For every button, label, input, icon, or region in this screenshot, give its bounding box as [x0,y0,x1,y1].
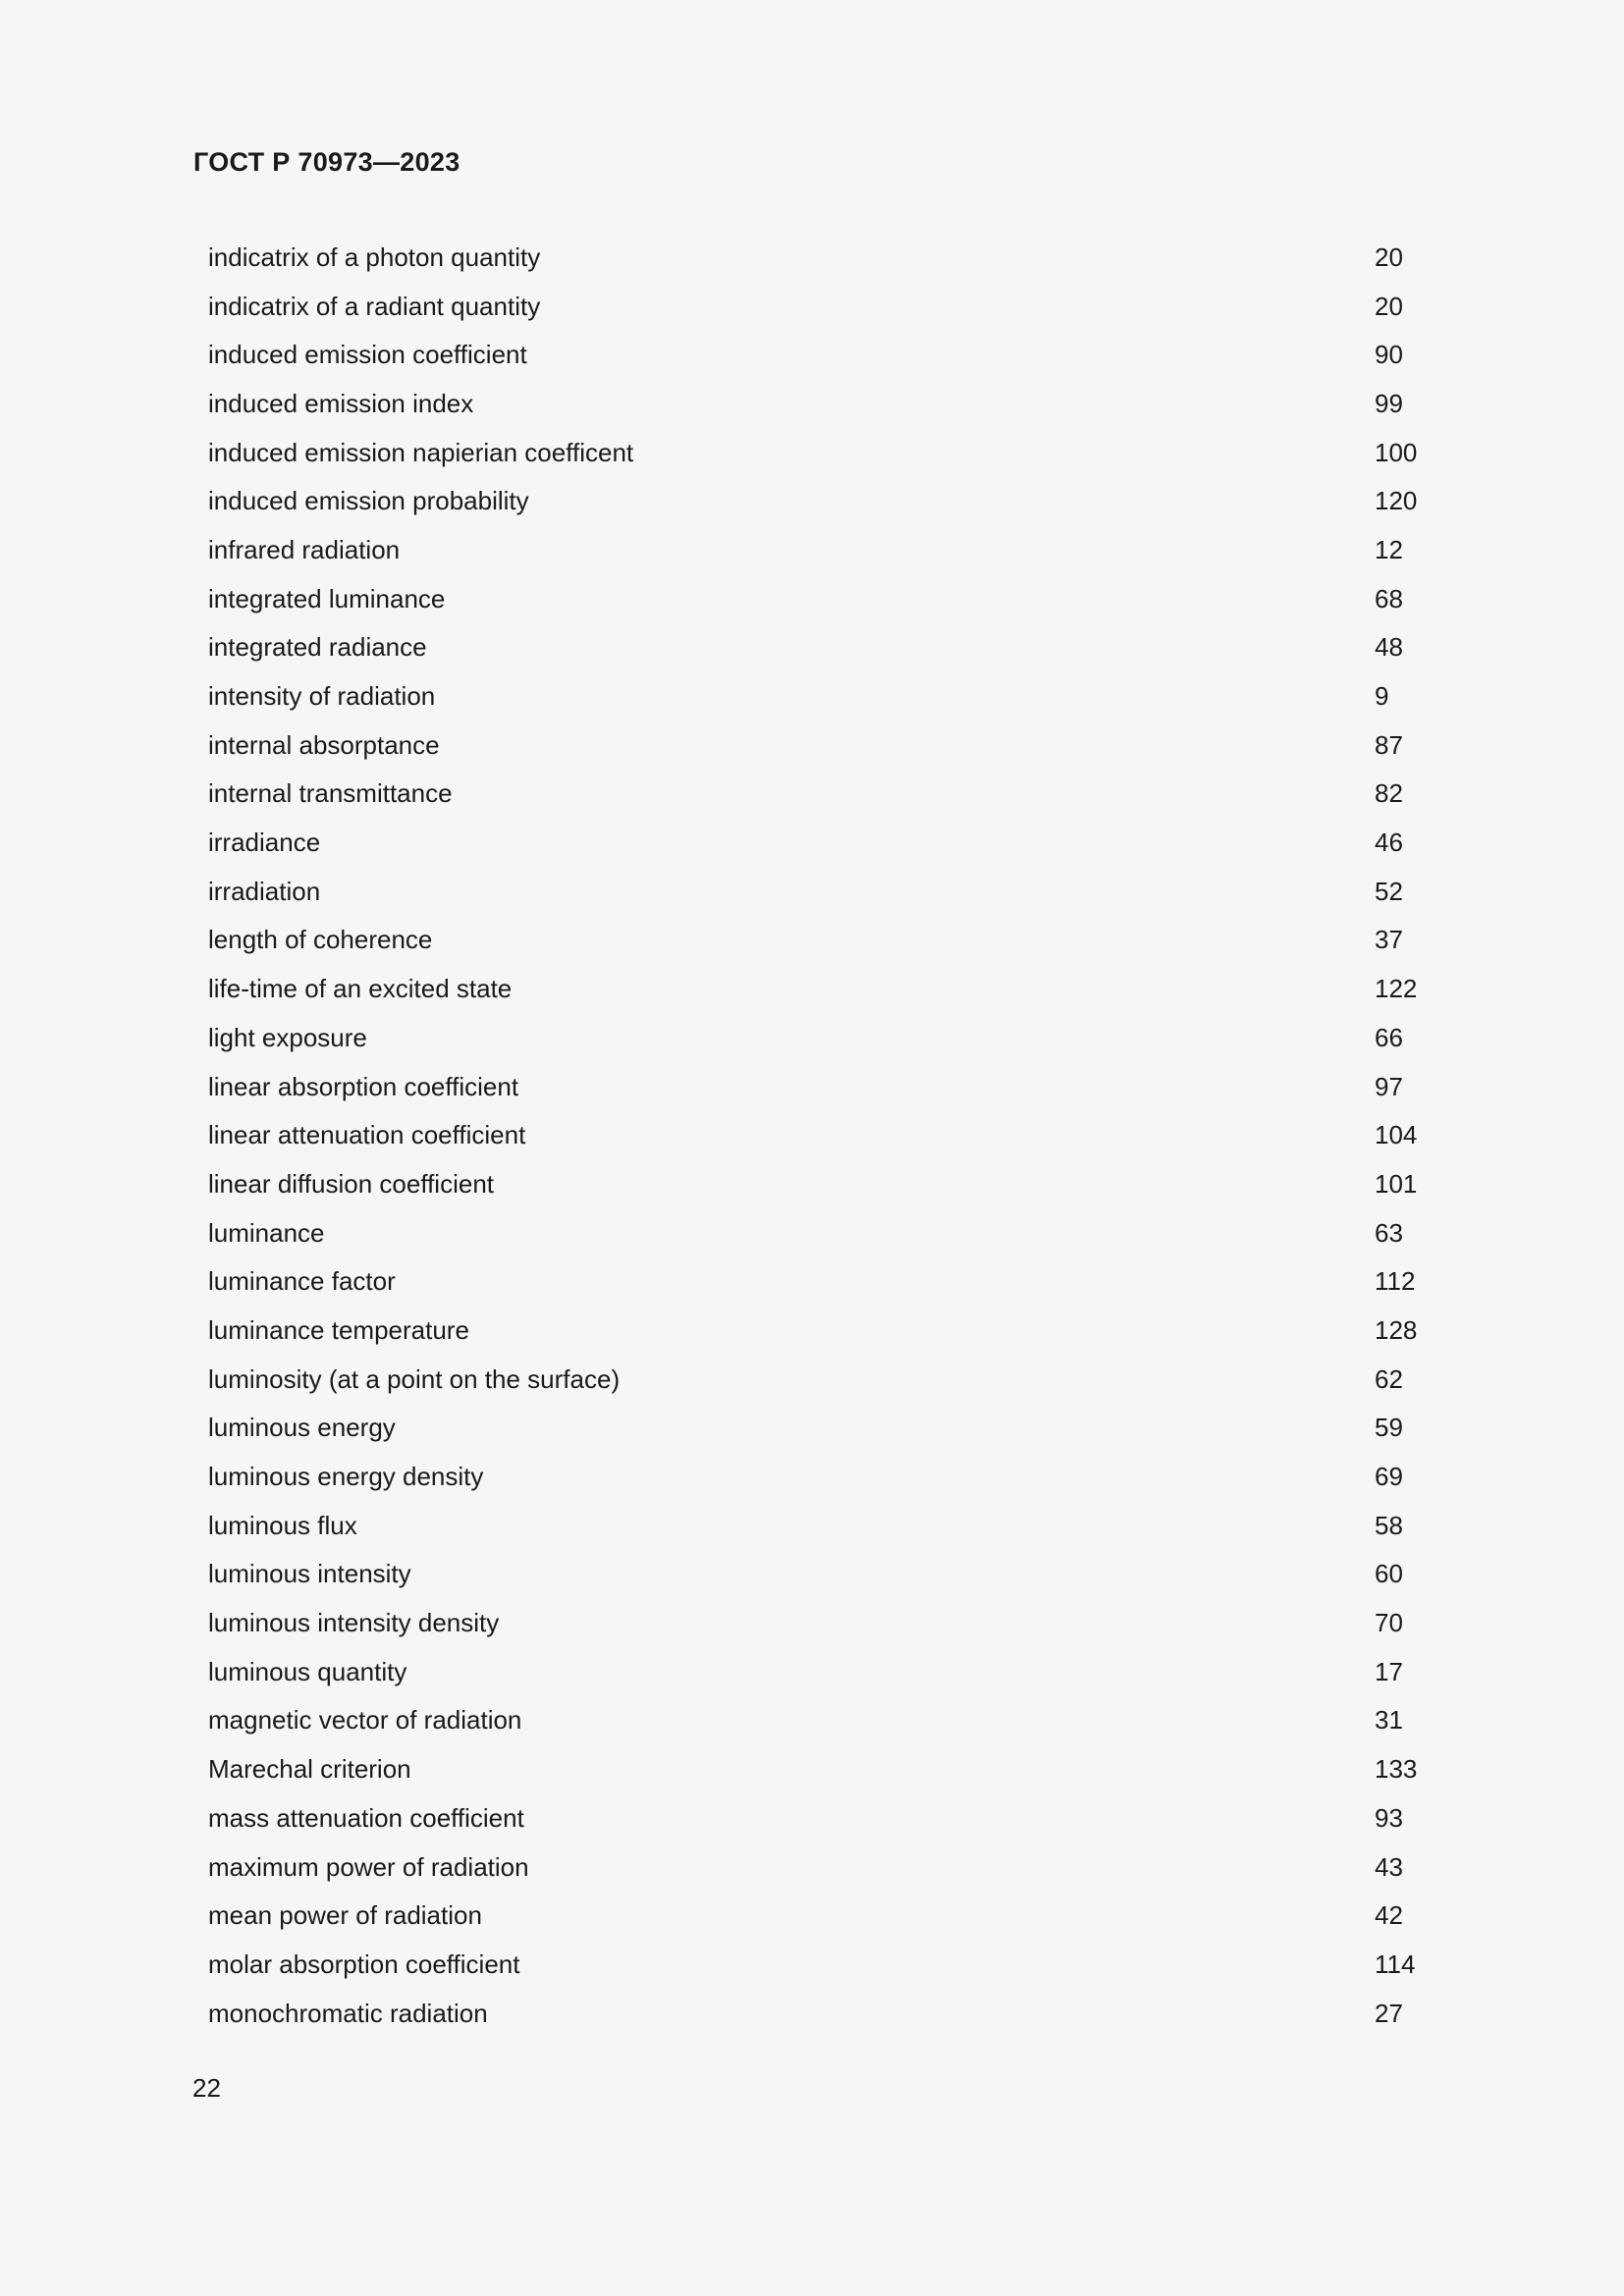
index-row [208,525,1445,574]
index-row [208,964,1445,1013]
index-term: luminous intensity density [208,1608,500,1638]
index-row [208,428,1445,477]
index-ref: 59 [1375,1413,1403,1443]
index-term: life-time of an excited state [208,974,513,1004]
index-ref: 43 [1375,1851,1403,1882]
index-term: linear attenuation coefficient [208,1120,526,1150]
index-ref: 112 [1375,1266,1416,1297]
index-ref: 82 [1375,778,1403,809]
index-row [208,1452,1445,1501]
index-term: luminance [208,1217,325,1248]
index-term: luminous energy density [208,1462,484,1492]
index-term: indicatrix of a photon quantity [208,241,541,272]
index-row [208,1159,1445,1208]
index-list [208,233,1445,2037]
index-row [208,1598,1445,1647]
index-row [208,916,1445,965]
index-ref: 60 [1375,1559,1403,1589]
index-row [208,379,1445,428]
index-ref: 87 [1375,729,1403,760]
index-ref: 104 [1375,1120,1418,1150]
index-ref: 52 [1375,876,1403,906]
index-term: integrated luminance [208,583,446,614]
index-term: Marechal criterion [208,1754,411,1785]
index-ref: 122 [1375,974,1418,1004]
index-term: induced emission napierian coefficent [208,437,634,467]
index-term: mean power of radiation [208,1900,482,1931]
index-row [208,1110,1445,1159]
index-term: irradiance [208,828,321,858]
index-term: magnetic vector of radiation [208,1705,522,1735]
index-row [208,330,1445,379]
index-term: linear diffusion coefficient [208,1168,495,1199]
index-ref: 31 [1375,1705,1403,1735]
index-row [208,721,1445,770]
index-term: induced emission index [208,388,474,418]
index-term: luminance factor [208,1266,396,1297]
index-term: mass attenuation coefficient [208,1802,524,1833]
index-row [208,1647,1445,1696]
index-ref: 133 [1375,1754,1418,1785]
index-row [208,1940,1445,1989]
index-ref: 20 [1375,291,1403,321]
index-row [208,282,1445,331]
index-ref: 97 [1375,1071,1403,1101]
index-row [208,476,1445,525]
index-ref: 9 [1375,681,1389,712]
index-ref: 66 [1375,1022,1403,1052]
index-term: luminous intensity [208,1559,411,1589]
index-term: internal transmittance [208,778,453,809]
index-term: luminosity (at a point on the surface) [208,1363,621,1394]
index-term: monochromatic radiation [208,1998,488,2028]
index-term: irradiation [208,876,321,906]
index-row [208,770,1445,819]
index-term: induced emission probability [208,486,529,516]
index-row [208,671,1445,721]
index-ref: 128 [1375,1314,1418,1345]
index-term: internal absorptance [208,729,440,760]
index-ref: 27 [1375,1998,1403,2028]
index-row [208,1989,1445,2038]
index-row [208,1891,1445,1940]
index-ref: 120 [1375,486,1418,516]
page-number: 22 [192,2073,221,2103]
index-term: linear absorption coefficient [208,1071,519,1101]
index-term: induced emission coefficient [208,340,527,370]
index-term: light exposure [208,1022,367,1052]
document-header: ГОСТ Р 70973—2023 [193,147,460,177]
index-row [208,1404,1445,1453]
index-ref: 70 [1375,1608,1403,1638]
index-ref: 93 [1375,1802,1403,1833]
index-ref: 58 [1375,1510,1403,1540]
index-row [208,1744,1445,1793]
index-ref: 48 [1375,632,1403,663]
index-ref: 37 [1375,925,1403,955]
index-ref: 69 [1375,1462,1403,1492]
index-row [208,623,1445,672]
index-row [208,1306,1445,1355]
index-term: luminance temperature [208,1314,469,1345]
index-row [208,1501,1445,1550]
index-ref: 46 [1375,828,1403,858]
index-term: maximum power of radiation [208,1851,529,1882]
index-row [208,818,1445,867]
index-row [208,867,1445,916]
index-row [208,1842,1445,1892]
index-row [208,233,1445,282]
index-row [208,1793,1445,1842]
index-term: intensity of radiation [208,681,436,712]
index-term: molar absorption coefficient [208,1949,520,1979]
index-term: luminous energy [208,1413,396,1443]
index-term: luminous quantity [208,1656,407,1686]
index-row [208,1550,1445,1599]
index-ref: 17 [1375,1656,1403,1686]
index-row [208,574,1445,623]
index-row [208,1062,1445,1111]
index-row [208,1256,1445,1306]
index-term: infrared radiation [208,534,401,564]
index-ref: 20 [1375,241,1403,272]
index-ref: 62 [1375,1363,1403,1394]
index-term: luminous flux [208,1510,357,1540]
index-row [208,1355,1445,1404]
index-term: integrated radiance [208,632,427,663]
index-term: length of coherence [208,925,433,955]
index-ref: 100 [1375,437,1418,467]
index-row [208,1013,1445,1062]
index-ref: 12 [1375,534,1403,564]
index-ref: 90 [1375,340,1403,370]
index-ref: 99 [1375,388,1403,418]
index-ref: 68 [1375,583,1403,614]
index-ref: 114 [1375,1949,1416,1979]
index-row [208,1208,1445,1257]
index-term: indicatrix of a radiant quantity [208,291,541,321]
index-ref: 42 [1375,1900,1403,1931]
index-ref: 101 [1375,1168,1418,1199]
index-ref: 63 [1375,1217,1403,1248]
index-row [208,1696,1445,1745]
